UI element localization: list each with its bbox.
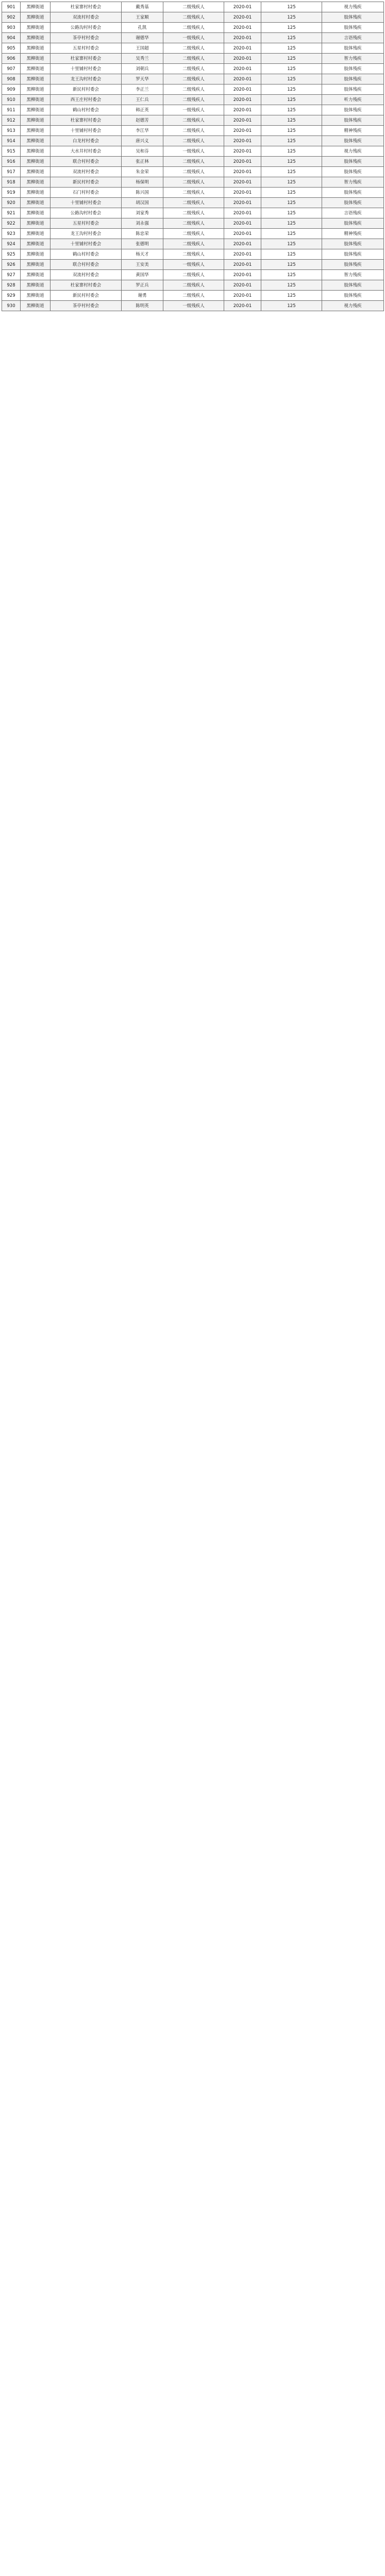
table-row xyxy=(2,2,384,12)
disability-grade-cell: 二级残疾人 xyxy=(163,95,224,105)
start-month-cell: 2020-01 xyxy=(224,84,261,95)
person-name-cell: 黄国华 xyxy=(122,270,163,280)
village-committee-cell: 新民村村委会 xyxy=(51,177,122,188)
disability-grade-cell: 二级残疾人 xyxy=(163,43,224,54)
serial-number-cell: 903 xyxy=(2,23,21,33)
serial-number-cell: 904 xyxy=(2,33,21,43)
amount-cell: 125 xyxy=(261,291,322,301)
amount-cell: 125 xyxy=(261,167,322,177)
table-row xyxy=(2,126,384,136)
amount-cell: 125 xyxy=(261,208,322,218)
start-month-cell: 2020-01 xyxy=(224,167,261,177)
street-cell: 黑柳街道 xyxy=(21,95,51,105)
disability-type-cell: 智力残疾 xyxy=(322,54,384,64)
person-name-cell: 刘家秀 xyxy=(122,208,163,218)
person-name-cell: 王仁兵 xyxy=(122,95,163,105)
person-name-cell: 王国超 xyxy=(122,43,163,54)
table-row xyxy=(2,301,384,311)
person-name-cell: 杨天才 xyxy=(122,249,163,260)
disability-type-cell: 肢体残疾 xyxy=(322,260,384,270)
table-row xyxy=(2,249,384,260)
table-row xyxy=(2,229,384,239)
street-cell: 黑柳街道 xyxy=(21,270,51,280)
serial-number-cell: 924 xyxy=(2,239,21,249)
amount-cell: 125 xyxy=(261,260,322,270)
disability-grade-cell: 二级残疾人 xyxy=(163,157,224,167)
village-committee-cell: 联合村村委会 xyxy=(51,157,122,167)
disability-type-cell: 肢体残疾 xyxy=(322,218,384,229)
disability-grade-cell: 一级残疾人 xyxy=(163,105,224,115)
start-month-cell: 2020-01 xyxy=(224,95,261,105)
amount-cell: 125 xyxy=(261,33,322,43)
village-committee-cell: 新民村村委会 xyxy=(51,291,122,301)
village-committee-cell: 双流村村委会 xyxy=(51,270,122,280)
serial-number-cell: 912 xyxy=(2,115,21,126)
disability-grade-cell: 二级残疾人 xyxy=(163,23,224,33)
disability-grade-cell: 二级残疾人 xyxy=(163,291,224,301)
street-cell: 黑柳街道 xyxy=(21,280,51,291)
amount-cell: 125 xyxy=(261,23,322,33)
village-committee-cell: 双流村村委会 xyxy=(51,167,122,177)
street-cell: 黑柳街道 xyxy=(21,291,51,301)
person-name-cell: 陈忠荣 xyxy=(122,229,163,239)
serial-number-cell: 923 xyxy=(2,229,21,239)
disability-grade-cell: 一级残疾人 xyxy=(163,146,224,157)
amount-cell: 125 xyxy=(261,188,322,198)
serial-number-cell: 907 xyxy=(2,64,21,74)
street-cell: 黑柳街道 xyxy=(21,54,51,64)
disability-type-cell: 肢体残疾 xyxy=(322,136,384,146)
disability-grade-cell: 二级残疾人 xyxy=(163,64,224,74)
roster-table-body xyxy=(2,2,384,311)
street-cell: 黑柳街道 xyxy=(21,177,51,188)
serial-number-cell: 920 xyxy=(2,198,21,208)
serial-number-cell: 928 xyxy=(2,280,21,291)
disability-grade-cell: 二级残疾人 xyxy=(163,12,224,23)
street-cell: 黑柳街道 xyxy=(21,12,51,23)
village-committee-cell: 十里铺村村委会 xyxy=(51,198,122,208)
disability-type-cell: 肢体残疾 xyxy=(322,105,384,115)
disability-grade-cell: 二级残疾人 xyxy=(163,218,224,229)
amount-cell: 125 xyxy=(261,146,322,157)
table-row xyxy=(2,43,384,54)
start-month-cell: 2020-01 xyxy=(224,208,261,218)
table-row xyxy=(2,208,384,218)
start-month-cell: 2020-01 xyxy=(224,2,261,12)
person-name-cell: 王家顺 xyxy=(122,12,163,23)
serial-number-cell: 930 xyxy=(2,301,21,311)
street-cell: 黑柳街道 xyxy=(21,208,51,218)
street-cell: 黑柳街道 xyxy=(21,188,51,198)
start-month-cell: 2020-01 xyxy=(224,157,261,167)
start-month-cell: 2020-01 xyxy=(224,229,261,239)
disability-grade-cell: 二级残疾人 xyxy=(163,270,224,280)
disability-grade-cell: 二级残疾人 xyxy=(163,115,224,126)
amount-cell: 125 xyxy=(261,43,322,54)
street-cell: 黑柳街道 xyxy=(21,23,51,33)
disability-grade-cell: 二级残疾人 xyxy=(163,126,224,136)
serial-number-cell: 908 xyxy=(2,74,21,84)
table-row xyxy=(2,157,384,167)
person-name-cell: 张正林 xyxy=(122,157,163,167)
table-row xyxy=(2,84,384,95)
amount-cell: 125 xyxy=(261,64,322,74)
village-committee-cell: 十里铺村村委会 xyxy=(51,126,122,136)
street-cell: 黑柳街道 xyxy=(21,249,51,260)
table-row xyxy=(2,198,384,208)
disability-type-cell: 肢体残疾 xyxy=(322,188,384,198)
amount-cell: 125 xyxy=(261,239,322,249)
serial-number-cell: 906 xyxy=(2,54,21,64)
village-committee-cell: 茶亭村村委会 xyxy=(51,33,122,43)
roster-sheet xyxy=(2,2,383,311)
disability-grade-cell: 二级残疾人 xyxy=(163,177,224,188)
street-cell: 黑柳街道 xyxy=(21,2,51,12)
village-committee-cell: 龙王沟村村委会 xyxy=(51,74,122,84)
street-cell: 黑柳街道 xyxy=(21,105,51,115)
street-cell: 黑柳街道 xyxy=(21,301,51,311)
table-row xyxy=(2,64,384,74)
village-committee-cell: 茶亭村村委会 xyxy=(51,301,122,311)
street-cell: 黑柳街道 xyxy=(21,167,51,177)
village-committee-cell: 十里铺村村委会 xyxy=(51,64,122,74)
village-committee-cell: 鹤山村村委会 xyxy=(51,249,122,260)
person-name-cell: 罗正兵 xyxy=(122,280,163,291)
village-committee-cell: 杜家寨村村委会 xyxy=(51,115,122,126)
person-name-cell: 吴和芬 xyxy=(122,146,163,157)
start-month-cell: 2020-01 xyxy=(224,239,261,249)
start-month-cell: 2020-01 xyxy=(224,136,261,146)
person-name-cell: 谢德华 xyxy=(122,33,163,43)
serial-number-cell: 905 xyxy=(2,43,21,54)
village-committee-cell: 杜家寨村村委会 xyxy=(51,2,122,12)
disability-type-cell: 肢体残疾 xyxy=(322,84,384,95)
disability-type-cell: 精神残疾 xyxy=(322,126,384,136)
street-cell: 黑柳街道 xyxy=(21,64,51,74)
person-name-cell: 王安美 xyxy=(122,260,163,270)
person-name-cell: 杨保明 xyxy=(122,177,163,188)
disability-grade-cell: 二级残疾人 xyxy=(163,198,224,208)
street-cell: 黑柳街道 xyxy=(21,43,51,54)
table-row xyxy=(2,270,384,280)
serial-number-cell: 915 xyxy=(2,146,21,157)
table-row xyxy=(2,167,384,177)
person-name-cell: 赵德芳 xyxy=(122,115,163,126)
village-committee-cell: 公路沟村村委会 xyxy=(51,208,122,218)
serial-number-cell: 922 xyxy=(2,218,21,229)
disability-grade-cell: 一级残疾人 xyxy=(163,301,224,311)
disability-type-cell: 视力残疾 xyxy=(322,2,384,12)
street-cell: 黑柳街道 xyxy=(21,157,51,167)
table-row xyxy=(2,136,384,146)
village-committee-cell: 新民村村委会 xyxy=(51,84,122,95)
street-cell: 黑柳街道 xyxy=(21,146,51,157)
amount-cell: 125 xyxy=(261,157,322,167)
amount-cell: 125 xyxy=(261,177,322,188)
person-name-cell: 李江华 xyxy=(122,126,163,136)
disability-type-cell: 言语残疾 xyxy=(322,208,384,218)
start-month-cell: 2020-01 xyxy=(224,54,261,64)
person-name-cell: 胡汉国 xyxy=(122,198,163,208)
table-row xyxy=(2,95,384,105)
disability-grade-cell: 二级残疾人 xyxy=(163,84,224,95)
amount-cell: 125 xyxy=(261,54,322,64)
table-row xyxy=(2,23,384,33)
table-row xyxy=(2,188,384,198)
disability-grade-cell: 二级残疾人 xyxy=(163,280,224,291)
start-month-cell: 2020-01 xyxy=(224,105,261,115)
amount-cell: 125 xyxy=(261,74,322,84)
person-name-cell: 朱金荣 xyxy=(122,167,163,177)
village-committee-cell: 石门村村委会 xyxy=(51,188,122,198)
amount-cell: 125 xyxy=(261,115,322,126)
disability-type-cell: 肢体残疾 xyxy=(322,115,384,126)
disability-grade-cell: 二级残疾人 xyxy=(163,249,224,260)
amount-cell: 125 xyxy=(261,12,322,23)
village-committee-cell: 龙王沟村村委会 xyxy=(51,229,122,239)
street-cell: 黑柳街道 xyxy=(21,218,51,229)
disability-grade-cell: 二级残疾人 xyxy=(163,229,224,239)
village-committee-cell: 五星村村委会 xyxy=(51,43,122,54)
table-row xyxy=(2,105,384,115)
start-month-cell: 2020-01 xyxy=(224,218,261,229)
start-month-cell: 2020-01 xyxy=(224,43,261,54)
village-committee-cell: 西王庄村村委会 xyxy=(51,95,122,105)
person-name-cell: 李正兰 xyxy=(122,84,163,95)
serial-number-cell: 927 xyxy=(2,270,21,280)
disability-grade-cell: 一级残疾人 xyxy=(163,260,224,270)
serial-number-cell: 921 xyxy=(2,208,21,218)
person-name-cell: 罗天华 xyxy=(122,74,163,84)
serial-number-cell: 902 xyxy=(2,12,21,23)
disability-grade-cell: 二级残疾人 xyxy=(163,208,224,218)
amount-cell: 125 xyxy=(261,84,322,95)
start-month-cell: 2020-01 xyxy=(224,74,261,84)
serial-number-cell: 918 xyxy=(2,177,21,188)
roster-table xyxy=(2,2,384,311)
street-cell: 黑柳街道 xyxy=(21,33,51,43)
disability-type-cell: 视力残疾 xyxy=(322,301,384,311)
disability-type-cell: 肢体残疾 xyxy=(322,167,384,177)
village-committee-cell: 联合村村委会 xyxy=(51,260,122,270)
street-cell: 黑柳街道 xyxy=(21,115,51,126)
person-name-cell: 唐兴义 xyxy=(122,136,163,146)
person-name-cell: 张德明 xyxy=(122,239,163,249)
disability-grade-cell: 二级残疾人 xyxy=(163,2,224,12)
village-committee-cell: 杜家寨村村委会 xyxy=(51,54,122,64)
serial-number-cell: 913 xyxy=(2,126,21,136)
serial-number-cell: 926 xyxy=(2,260,21,270)
disability-grade-cell: 二级残疾人 xyxy=(163,167,224,177)
disability-type-cell: 肢体残疾 xyxy=(322,64,384,74)
disability-type-cell: 肢体残疾 xyxy=(322,43,384,54)
person-name-cell: 谢勇 xyxy=(122,291,163,301)
start-month-cell: 2020-01 xyxy=(224,146,261,157)
disability-type-cell: 肢体残疾 xyxy=(322,280,384,291)
table-row xyxy=(2,74,384,84)
serial-number-cell: 911 xyxy=(2,105,21,115)
disability-type-cell: 肢体残疾 xyxy=(322,23,384,33)
serial-number-cell: 917 xyxy=(2,167,21,177)
person-name-cell: 戴秀基 xyxy=(122,2,163,12)
disability-type-cell: 精神残疾 xyxy=(322,229,384,239)
street-cell: 黑柳街道 xyxy=(21,74,51,84)
disability-grade-cell: 二级残疾人 xyxy=(163,54,224,64)
serial-number-cell: 914 xyxy=(2,136,21,146)
amount-cell: 125 xyxy=(261,105,322,115)
table-row xyxy=(2,218,384,229)
amount-cell: 125 xyxy=(261,95,322,105)
start-month-cell: 2020-01 xyxy=(224,33,261,43)
disability-type-cell: 听力残疾 xyxy=(322,95,384,105)
disability-type-cell: 肢体残疾 xyxy=(322,291,384,301)
street-cell: 黑柳街道 xyxy=(21,84,51,95)
amount-cell: 125 xyxy=(261,218,322,229)
amount-cell: 125 xyxy=(261,229,322,239)
disability-type-cell: 智力残疾 xyxy=(322,270,384,280)
disability-type-cell: 肢体残疾 xyxy=(322,198,384,208)
person-name-cell: 刘永强 xyxy=(122,218,163,229)
village-committee-cell: 十里铺村村委会 xyxy=(51,239,122,249)
amount-cell: 125 xyxy=(261,280,322,291)
disability-grade-cell: 二级残疾人 xyxy=(163,188,224,198)
disability-type-cell: 视力残疾 xyxy=(322,146,384,157)
person-name-cell: 刘朝兵 xyxy=(122,64,163,74)
person-name-cell: 陈兴国 xyxy=(122,188,163,198)
village-committee-cell: 五星村村委会 xyxy=(51,218,122,229)
serial-number-cell: 910 xyxy=(2,95,21,105)
start-month-cell: 2020-01 xyxy=(224,12,261,23)
start-month-cell: 2020-01 xyxy=(224,301,261,311)
disability-type-cell: 肢体残疾 xyxy=(322,249,384,260)
disability-type-cell: 肢体残疾 xyxy=(322,239,384,249)
table-row xyxy=(2,260,384,270)
table-row xyxy=(2,115,384,126)
table-row xyxy=(2,291,384,301)
disability-type-cell: 智力残疾 xyxy=(322,177,384,188)
street-cell: 黑柳街道 xyxy=(21,198,51,208)
village-committee-cell: 鹤山村村委会 xyxy=(51,105,122,115)
village-committee-cell: 公路沟村村委会 xyxy=(51,23,122,33)
village-committee-cell: 大水井村村委会 xyxy=(51,146,122,157)
disability-type-cell: 肢体残疾 xyxy=(322,12,384,23)
table-row xyxy=(2,280,384,291)
serial-number-cell: 929 xyxy=(2,291,21,301)
street-cell: 黑柳街道 xyxy=(21,136,51,146)
table-row xyxy=(2,177,384,188)
table-row xyxy=(2,239,384,249)
start-month-cell: 2020-01 xyxy=(224,188,261,198)
person-name-cell: 吴秀兰 xyxy=(122,54,163,64)
person-name-cell: 韩正英 xyxy=(122,105,163,115)
disability-grade-cell: 二级残疾人 xyxy=(163,74,224,84)
street-cell: 黑柳街道 xyxy=(21,229,51,239)
start-month-cell: 2020-01 xyxy=(224,64,261,74)
village-committee-cell: 双流村村委会 xyxy=(51,12,122,23)
street-cell: 黑柳街道 xyxy=(21,239,51,249)
start-month-cell: 2020-01 xyxy=(224,291,261,301)
street-cell: 黑柳街道 xyxy=(21,260,51,270)
start-month-cell: 2020-01 xyxy=(224,115,261,126)
start-month-cell: 2020-01 xyxy=(224,23,261,33)
start-month-cell: 2020-01 xyxy=(224,198,261,208)
person-name-cell: 孔凯 xyxy=(122,23,163,33)
disability-grade-cell: 一级残疾人 xyxy=(163,33,224,43)
person-name-cell: 陈明英 xyxy=(122,301,163,311)
start-month-cell: 2020-01 xyxy=(224,177,261,188)
amount-cell: 125 xyxy=(261,270,322,280)
village-committee-cell: 杜家寨村村委会 xyxy=(51,280,122,291)
serial-number-cell: 909 xyxy=(2,84,21,95)
serial-number-cell: 919 xyxy=(2,188,21,198)
start-month-cell: 2020-01 xyxy=(224,260,261,270)
disability-type-cell: 肢体残疾 xyxy=(322,157,384,167)
amount-cell: 125 xyxy=(261,301,322,311)
start-month-cell: 2020-01 xyxy=(224,126,261,136)
amount-cell: 125 xyxy=(261,126,322,136)
serial-number-cell: 916 xyxy=(2,157,21,167)
table-row xyxy=(2,54,384,64)
serial-number-cell: 901 xyxy=(2,2,21,12)
table-row xyxy=(2,12,384,23)
amount-cell: 125 xyxy=(261,2,322,12)
disability-grade-cell: 二级残疾人 xyxy=(163,136,224,146)
disability-type-cell: 肢体残疾 xyxy=(322,74,384,84)
street-cell: 黑柳街道 xyxy=(21,126,51,136)
amount-cell: 125 xyxy=(261,249,322,260)
start-month-cell: 2020-01 xyxy=(224,280,261,291)
table-row xyxy=(2,146,384,157)
table-row xyxy=(2,33,384,43)
amount-cell: 125 xyxy=(261,136,322,146)
amount-cell: 125 xyxy=(261,198,322,208)
disability-grade-cell: 二级残疾人 xyxy=(163,239,224,249)
start-month-cell: 2020-01 xyxy=(224,249,261,260)
serial-number-cell: 925 xyxy=(2,249,21,260)
start-month-cell: 2020-01 xyxy=(224,270,261,280)
disability-type-cell: 言语残疾 xyxy=(322,33,384,43)
village-committee-cell: 白龙村村委会 xyxy=(51,136,122,146)
